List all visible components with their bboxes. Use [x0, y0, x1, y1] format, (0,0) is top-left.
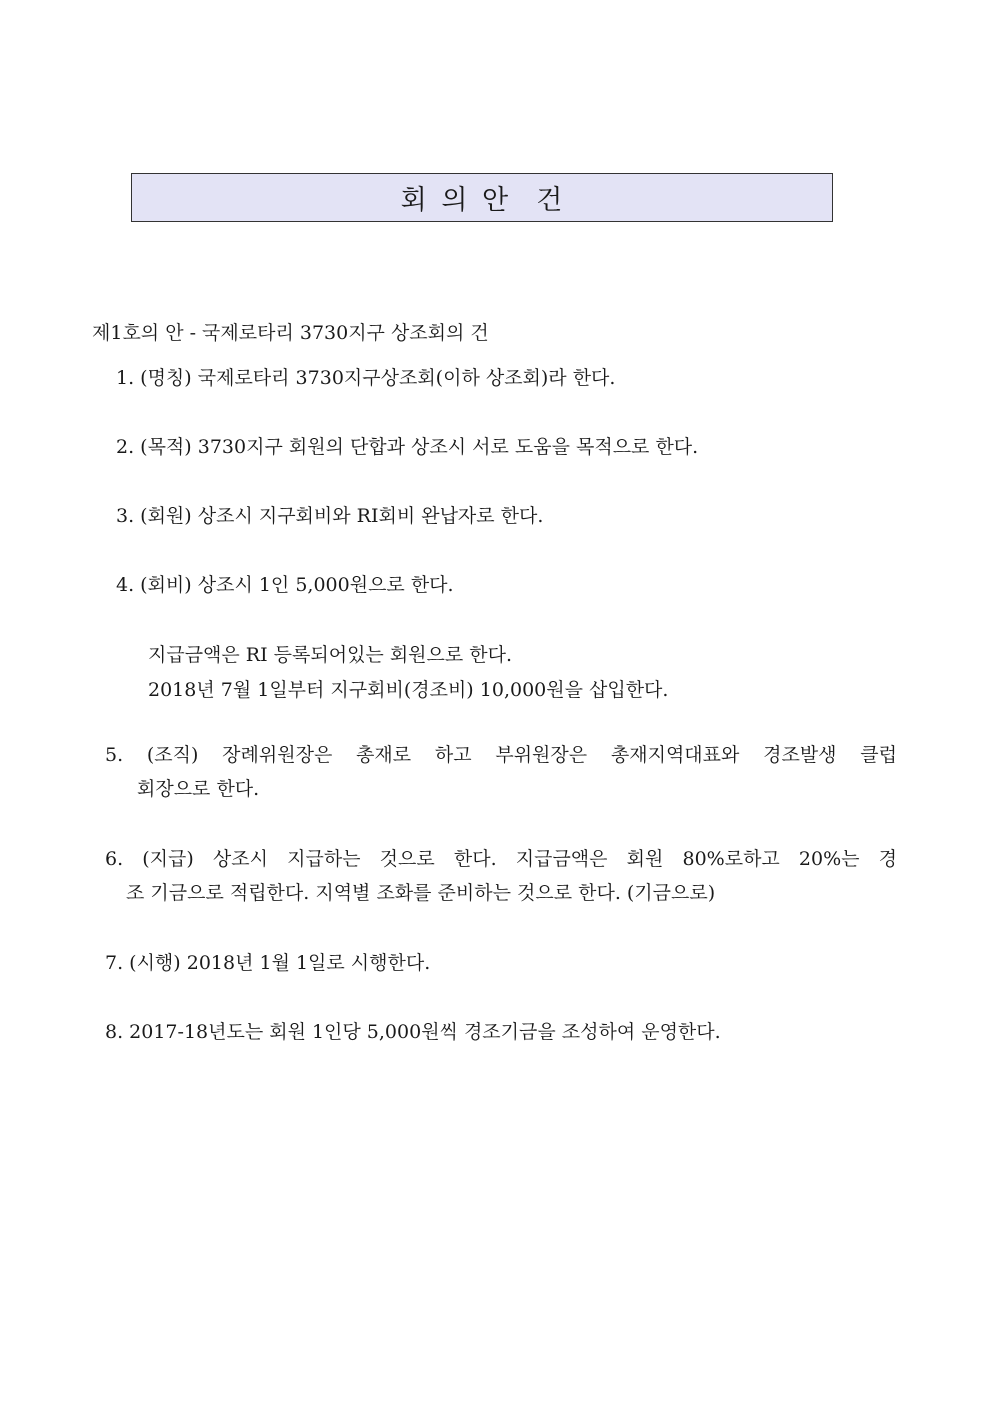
item-5-line-2: 회장으로 한다.: [137, 778, 260, 800]
item-4: 4. (회비) 상조시 1인 5,000원으로 한다.: [116, 574, 454, 596]
document-title: 회 의 안 건: [400, 185, 564, 216]
item-3: 3. (회원) 상조시 지구회비와 RI회비 완납자로 한다.: [116, 505, 544, 527]
agenda-heading: 제1호의 안 - 국제로타리 3730지구 상조회의 건: [92, 322, 489, 344]
item-2: 2. (목적) 3730지구 회원의 단합과 상조시 서로 도움을 목적으로 한다.: [116, 436, 699, 458]
item-6-line-1: 6. (지급) 상조시 지급하는 것으로 한다. 지급금액은 회원 80%로하고 20%는 경: [105, 848, 897, 870]
item-5-line-1: 5. (조직) 장례위원장은 총재로 하고 부위원장은 총재지역대표와 경조발생 클럽: [105, 744, 897, 766]
item-7: 7. (시행) 2018년 1월 1일로 시행한다.: [105, 952, 431, 974]
item-6-line-2: 조 기금으로 적립한다. 지역별 조화를 준비하는 것으로 한다. (기금으로): [126, 882, 716, 904]
item-4-note-2: 2018년 7월 1일부터 지구회비(경조비) 10,000원을 삽입한다.: [148, 679, 669, 701]
item-1: 1. (명칭) 국제로타리 3730지구상조회(이하 상조회)라 한다.: [116, 367, 616, 389]
item-8: 8. 2017-18년도는 회원 1인당 5,000원씩 경조기금을 조성하여 운영한다.: [105, 1021, 721, 1043]
title-box: [131, 173, 833, 222]
item-4-note-1: 지급금액은 RI 등록되어있는 회원으로 한다.: [148, 644, 513, 666]
